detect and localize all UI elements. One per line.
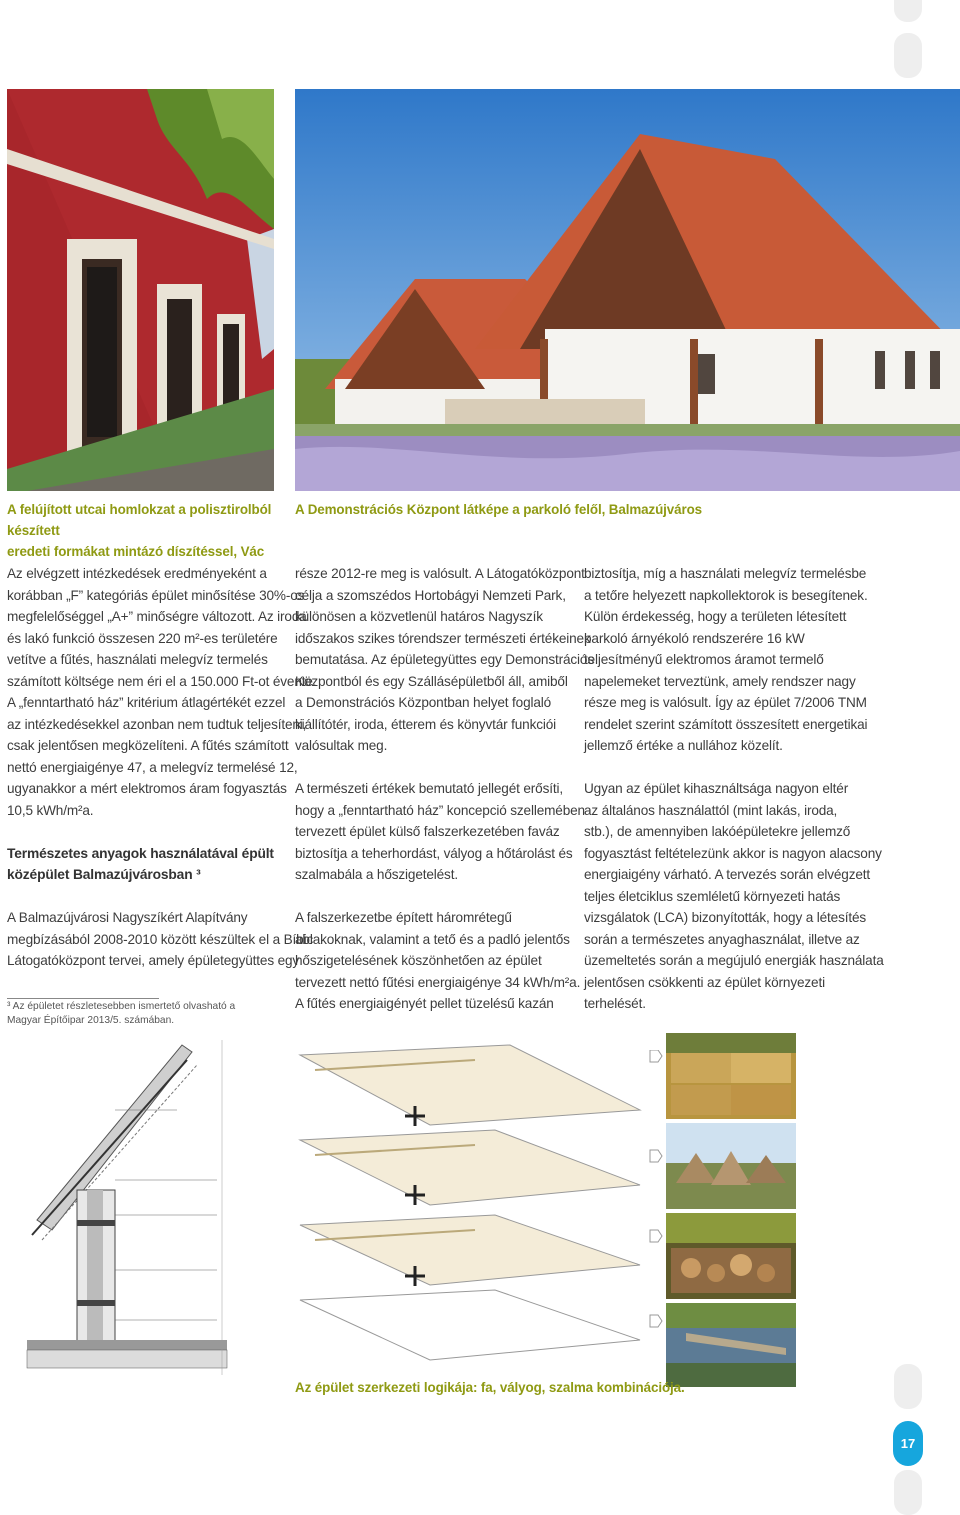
edge-tab — [894, 33, 922, 78]
text-line: Az elvégzett intézkedések eredményeként a — [7, 566, 267, 581]
structure-diagram — [295, 1040, 650, 1370]
paragraph — [7, 563, 317, 821]
text-line: vetítve a fűtés, használati melegvíz termelés — [7, 652, 268, 667]
paragraph — [295, 907, 580, 1015]
edge-tab-bottom2 — [894, 1470, 922, 1515]
text-line: Külön érdekesség, hogy a területen létesített — [584, 609, 847, 624]
text-line: hőszigetelésének köszönhetően az épület — [295, 953, 542, 968]
text-line: A fűtés energiaigényét pellet tüzelésű kazán — [295, 996, 554, 1011]
text-line: A Balmazújvárosi Nagyszíkért Alapítvány — [7, 910, 248, 925]
paragraph — [295, 563, 594, 757]
paragraph — [7, 907, 314, 972]
text-line: Látogatóközpont tervei, amely épületegyüttes egy — [7, 953, 300, 968]
footnote-line: ³ Az épületet részletesebben ismertető olvasható a — [7, 1001, 236, 1012]
edge-tab-bottom — [894, 1364, 922, 1409]
text-line: a tetőre helyezett napkollektorok is besegítenek. — [584, 587, 868, 603]
text-line: Központból és egy Szállásépületből áll, amiből — [295, 673, 568, 689]
text-line: terhelését. — [584, 996, 646, 1011]
section-heading — [7, 843, 287, 886]
text-line: tervezett nettó fűtési energiaigénye 34 kWh/m²a. — [295, 974, 581, 990]
text-line: során a természetes anyaghasználat, illetve az — [584, 931, 860, 947]
text-line: része meg is valósult. Így az épület 7/2006 TNM — [584, 695, 867, 710]
building-photo-caption — [295, 499, 715, 520]
adobe-bricks-photo — [666, 1123, 796, 1209]
structure-diagram-caption — [295, 1377, 715, 1398]
text-line: valósultak meg. — [295, 738, 388, 753]
caption-line: eredeti formákat mintázó díszítéssel, Vác — [7, 544, 265, 559]
heading-line: Természetes anyagok használatával épült — [7, 845, 274, 861]
text-line: napelemeket terveztünk, amely rendszer nagy — [584, 673, 856, 689]
text-line: Ugyan az épület kihasználtsága nagyon eltér — [584, 781, 849, 796]
paragraph — [584, 563, 874, 757]
text-line: üzemeltetés során a megújuló energiák használata — [584, 953, 884, 968]
text-column-3 — [584, 563, 884, 1015]
text-line: A falszerkezetbe épített háromrétegű — [295, 910, 512, 925]
text-line: különösen a közvetlenül határos Nagyszík — [295, 609, 543, 624]
text-line: parkoló árnyékoló rendszerére 16 kW — [584, 630, 805, 646]
text-line: kiállítótér, iroda, étterem és könyvtár funkciói — [295, 716, 557, 732]
text-line: stb.), de amennyiben lakóépületekre jellemző — [584, 824, 851, 839]
text-line: teljes életciklus szemléletű környezeti hatás — [584, 888, 841, 904]
text-line: csak jelentősen megközelíteni. A fűtés számított — [7, 738, 289, 753]
text-line: vizsgálatok (LCA) bizonyították, hogy a létesítés — [584, 910, 867, 925]
text-line: az általános használattól (mint lakás, iroda, — [584, 802, 838, 818]
text-line: ugyanakkor a mért elektromos áram fogyasztás — [7, 781, 287, 796]
footnote-line: Magyar Építőipar 2013/5. számában. — [7, 1014, 175, 1026]
wetland-boardwalk-photo — [666, 1303, 796, 1387]
text-line: ablakoknak, valamint a tető és a padló jelentős — [295, 931, 570, 947]
text-line: biztosítja a teherhordást, vályog a hőtárolást és — [295, 845, 573, 861]
text-line: és lakó funkció összesen 220 m²-es területére — [7, 630, 278, 646]
text-line: az intézkedésekkel azonban nem tudtuk teljesíteni, — [7, 716, 307, 732]
text-line: számított költsége nem éri el a 150.000 Ft-ot évente. — [7, 673, 317, 689]
arrow-markers — [648, 1050, 664, 1340]
edge-tab-top — [894, 0, 922, 22]
building-photo — [295, 89, 960, 491]
text-column-1 — [7, 563, 317, 972]
paragraph — [584, 778, 884, 1015]
footnote — [7, 1000, 277, 1027]
facade-photo — [7, 89, 274, 491]
text-line: nettó energiaigénye 47, a melegvíz termelésé 12, — [7, 759, 298, 775]
text-line: része 2012-re meg is valósult. A Látogatóközpont — [295, 566, 585, 581]
text-line: tervezett épület külső falszerkezetében faváz — [295, 824, 560, 839]
text-line: a Demonstrációs Központban helyet foglaló — [295, 695, 552, 710]
text-line: fogyasztást feltételezünk akkor is nagyon alacsony — [584, 845, 882, 861]
facade-photo-caption — [7, 499, 287, 562]
page-number: 17 — [893, 1421, 923, 1466]
text-line: szalmabála a hőszigetelést. — [295, 867, 458, 882]
footnote-rule — [7, 998, 159, 999]
text-line: 10,5 kWh/m²a. — [7, 802, 94, 818]
text-line: A „fenntartható ház” kritérium átlagértékét ezzel — [7, 695, 286, 710]
text-column-2 — [295, 563, 594, 1015]
text-line: bemutatása. Az épületegyüttes egy Demonstrációs — [295, 652, 594, 667]
text-line: korábban „F” kategóriás épület minősítése 30%-os — [7, 587, 305, 603]
text-line: időszakos szikes tórendszer természeti értékeinek — [295, 630, 591, 646]
text-line: hogy a „fenntartható ház” koncepció szellemében — [295, 802, 585, 818]
text-line: A természeti értékek bemutató jellegét erősíti, — [295, 781, 563, 796]
caption-line: Az épület szerkezeti logikája: fa, vályog, szalma kombinációja. — [295, 1380, 685, 1395]
text-line: energiaigény várható. A tervezés során elvégzett — [584, 867, 871, 882]
text-line: megbízásából 2008-2010 között készültek el a Bíbic — [7, 931, 314, 947]
text-line: célja a szomszédos Hortobágyi Nemzeti Park, — [295, 587, 566, 603]
text-line: teljesítményű elektromos áramot termelő — [584, 652, 824, 667]
heading-line: középület Balmazújvárosban ³ — [7, 867, 201, 882]
wall-section-drawing — [7, 1040, 282, 1375]
text-line: jellemző értéke a nullához közelít. — [584, 738, 783, 753]
text-line: megfelelőséggel „A+” minőségre változott. Az iroda — [7, 609, 307, 624]
straw-bale-photo — [666, 1033, 796, 1119]
text-line: biztosítja, míg a használati melegvíz termelésbe — [584, 566, 867, 581]
caption-line: A Demonstrációs Központ látképe a parkoló felől, Balmazújváros — [295, 502, 703, 517]
caption-line: A felújított utcai homlokzat a polisztirolból készített — [7, 502, 272, 538]
paragraph — [295, 778, 585, 886]
timber-logs-photo — [666, 1213, 796, 1299]
text-line: rendelet szerint számított összesített energetikai — [584, 716, 868, 732]
text-line: jelentősen csökkenti az épület környezeti — [584, 974, 825, 990]
